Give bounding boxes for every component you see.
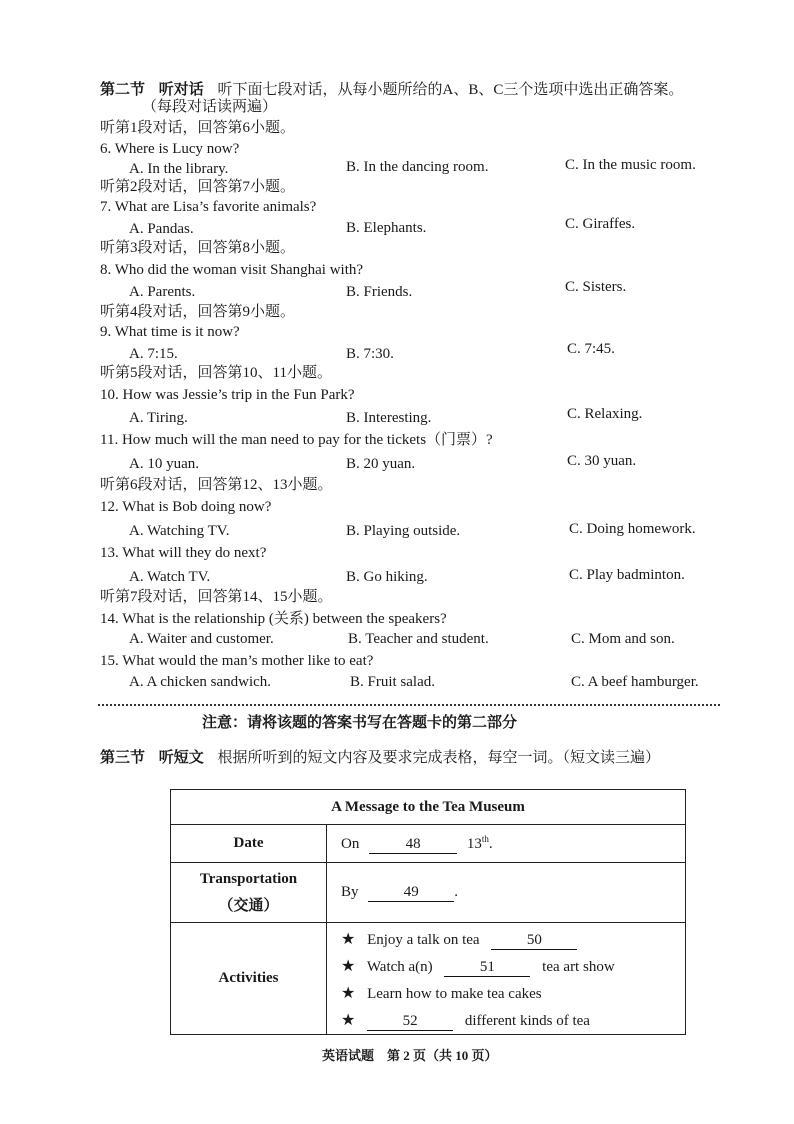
q15-option-a: A. A chicken sandwich. [129, 674, 272, 690]
q12-option-c: C. Doing homework. [569, 521, 696, 537]
q11-option-a: A. 10 yuan. [129, 456, 199, 472]
activity-2 [341, 953, 685, 980]
dialog-2-instruction: 听第2段对话，回答第7小题。 [100, 179, 296, 195]
question-10: 10. How was Jessie’s trip in the Fun Park? [100, 387, 355, 403]
question-15: 15. What would the man’s mother like to eat? [100, 653, 374, 669]
section2-title: 听对话 [158, 82, 204, 98]
star-icon: ★ [341, 957, 356, 975]
section2-header [100, 78, 683, 99]
date-day: 13 [466, 835, 482, 852]
page-footer: 英语试题 第 2 页（共 10 页） [322, 1048, 498, 1063]
section2-note: （每段对话读两遍） [142, 99, 278, 115]
star-icon: ★ [341, 930, 356, 948]
transport-cell [327, 863, 686, 923]
activity-1 [341, 926, 685, 953]
transport-prefix: By [341, 884, 359, 900]
question-9: 9. What time is it now? [100, 324, 240, 340]
section3-label: 第三节 [100, 750, 146, 766]
q7-option-b: B. Elephants. [346, 220, 427, 236]
dialog-1-instruction: 听第1段对话，回答第6小题。 [100, 120, 296, 136]
date-period: . [488, 835, 493, 852]
q12-option-a: A. Watching TV. [129, 523, 230, 539]
q14-option-c: C. Mom and son. [571, 631, 675, 647]
dialog-5-instruction: 听第5段对话，回答第10、11小题。 [100, 365, 332, 381]
section3-title: 听短文 [158, 750, 204, 766]
date-suffix: th [481, 833, 489, 844]
q8-option-a: A. Parents. [129, 284, 196, 300]
dialog-4-instruction: 听第4段对话，回答第9小题。 [100, 304, 296, 320]
question-13: 13. What will they do next? [100, 545, 267, 561]
section2-instruction: 听下面七段对话，从每小题所给的A、B、C三个选项中选出正确答案。 [217, 82, 684, 98]
q15-option-c: C. A beef hamburger. [571, 674, 699, 690]
message-table [170, 789, 686, 1035]
activity-4-after: different kinds of tea [464, 1012, 590, 1029]
activity-3-text: Learn how to make tea cakes [367, 985, 542, 1002]
blank-52: 52 [367, 1012, 453, 1031]
date-prefix: On [341, 835, 360, 852]
blank-48: 48 [369, 835, 457, 854]
q6-option-a: A. In the library. [129, 161, 229, 177]
star-icon: ★ [341, 984, 356, 1002]
transport-label: Transportation [199, 870, 298, 887]
q10-option-a: A. Tiring. [129, 410, 188, 426]
activities-label: Activities [171, 923, 327, 1035]
question-12: 12. What is Bob doing now? [100, 499, 272, 515]
q10-option-c: C. Relaxing. [567, 406, 643, 422]
activity-2-text: Watch a(n) [366, 958, 433, 975]
dialog-7-instruction: 听第7段对话，回答第14、15小题。 [100, 589, 333, 605]
dotted-divider [98, 704, 720, 706]
section3-header [100, 746, 660, 767]
question-11: 11. How much will the man need to pay for the tickets（门票）? [100, 432, 493, 448]
question-8: 8. Who did the woman visit Shanghai with? [100, 262, 364, 278]
activity-1-text: Enjoy a talk on tea [367, 931, 480, 948]
table-caption: A Message to the Tea Museum [171, 790, 686, 825]
q9-option-b: B. 7:30. [346, 346, 394, 362]
section2-label: 第二节 [100, 82, 146, 98]
q9-option-a: A. 7:15. [129, 346, 178, 362]
q11-option-b: B. 20 yuan. [346, 456, 416, 472]
q13-option-c: C. Play badminton. [569, 567, 685, 583]
date-cell [327, 825, 686, 863]
q13-option-b: B. Go hiking. [346, 569, 428, 585]
section3-instruction: 根据所听到的短文内容及要求完成表格，每空一词。（短文读三遍） [217, 750, 661, 766]
transport-period: . [454, 884, 459, 900]
blank-50: 50 [491, 931, 577, 950]
question-14: 14. What is the relationship (关系) between the speakers? [100, 611, 447, 627]
question-7: 7. What are Lisa’s favorite animals? [100, 199, 317, 215]
dialog-6-instruction: 听第6段对话，回答第12、13小题。 [100, 477, 333, 493]
answer-notice: 注意：请将该题的答案书写在答题卡的第二部分 [202, 715, 518, 731]
q6-option-b: B. In the dancing room. [346, 159, 489, 175]
blank-49: 49 [368, 883, 454, 902]
q6-option-c: C. In the music room. [565, 157, 696, 173]
q11-option-c: C. 30 yuan. [567, 453, 637, 469]
question-6: 6. Where is Lucy now? [100, 141, 240, 157]
q13-option-a: A. Watch TV. [129, 569, 211, 585]
date-label: Date [171, 825, 327, 863]
q7-option-c: C. Giraffes. [565, 216, 636, 232]
activity-3 [341, 980, 685, 1007]
activities-cell [327, 923, 686, 1035]
transport-label-cn: （交通） [218, 897, 279, 914]
activity-4 [341, 1007, 685, 1034]
q10-option-b: B. Interesting. [346, 410, 432, 426]
q15-option-b: B. Fruit salad. [350, 674, 435, 690]
q14-option-a: A. Waiter and customer. [129, 631, 274, 647]
q8-option-c: C. Sisters. [565, 279, 627, 295]
activity-2-after: tea art show [542, 958, 615, 975]
star-icon: ★ [341, 1011, 356, 1029]
q14-option-b: B. Teacher and student. [348, 631, 489, 647]
q7-option-a: A. Pandas. [129, 221, 194, 237]
q9-option-c: C. 7:45. [567, 341, 615, 357]
q8-option-b: B. Friends. [346, 284, 413, 300]
transport-label-cell [171, 863, 327, 923]
dialog-3-instruction: 听第3段对话，回答第8小题。 [100, 240, 296, 256]
blank-51: 51 [444, 958, 530, 977]
q12-option-b: B. Playing outside. [346, 523, 461, 539]
